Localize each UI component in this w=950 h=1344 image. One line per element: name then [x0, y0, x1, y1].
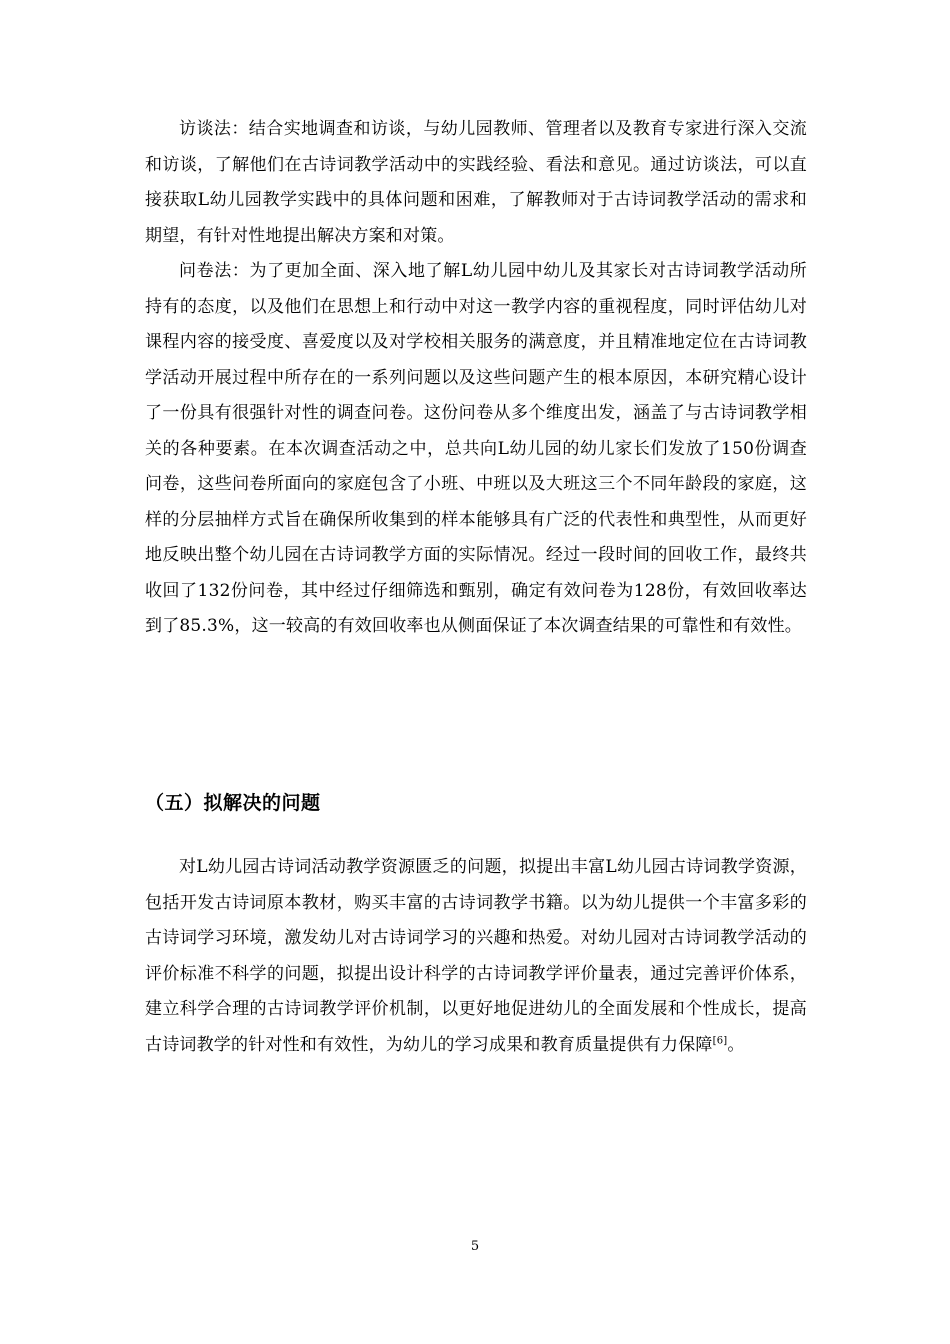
citation-reference[interactable]: [6]: [712, 1034, 728, 1046]
problems-paragraph-text: 对L幼儿园古诗词活动教学资源匮乏的问题，拟提出丰富L幼儿园古诗词教学资源，包括开发古诗词原本教材，购买丰富的古诗词教学书籍。以为幼儿提供一个丰富多彩的古诗词学习环境，激发幼儿对古诗词学习的兴趣和热爱。对幼儿园对古诗词教学活动的评价标准不科学的问题，拟提出设计科学的古诗词教学评价量表，通过完善评价体系，建立科学合理的古诗词教学评价机制，以更好地促进幼儿的全面发展和个性成长，提高古诗词教学的针对性和有效性，为幼儿的学习成果和教育质量提供有力保障: [145, 857, 807, 1055]
problems-text-block: [145, 850, 807, 1063]
section-heading: （五）拟解决的问题: [145, 792, 321, 814]
interview-method-paragraph: 访谈法：结合实地调查和访谈，与幼儿园教师、管理者以及教育专家进行深入交流和访谈，了解他们在古诗词教学活动中的实践经验、看法和意见。通过访谈法，可以直接获取L幼儿园教学实践中的具体问题和困难，了解教师对于古诗词教学活动的需求和期望，有针对性地提出解决方案和对策。: [145, 119, 807, 246]
methods-text-block: [145, 112, 807, 645]
page-number: 5: [470, 1239, 480, 1254]
questionnaire-method-paragraph: 问卷法：为了更加全面、深入地了解L幼儿园中幼儿及其家长对古诗词教学活动所持有的态度，以及他们在思想上和行动中对这一教学内容的重视程度，同时评估幼儿对课程内容的接受度、喜爱度以及对学校相关服务的满意度，并且精准地定位在古诗词教学活动开展过程中所存在的一系列问题以及这些问题产生的根本原因，本研究精心设计了一份具有很强针对性的调查问卷。这份问卷从多个维度出发，涵盖了与古诗词教学相关的各种要素。在本次调查活动之中，总共向L幼儿园的幼儿家长们发放了150份调查问卷，这些问卷所面向的家庭包含了小班、中班以及大班这三个不同年龄段的家庭，这样的分层抽样方式旨在确保所收集到的样本能够具有广泛的代表性和典型性，从而更好地反映出整个幼儿园在古诗词教学方面的实际情况。经过一段时间的回收工作，最终共收回了132份问卷，其中经过仔细筛选和甄别，确定有效问卷为128份，有效回收率达到了85.3%，这一较高的有效回收率也从侧面保证了本次调查结果的可靠性和有效性。: [145, 261, 807, 636]
problems-paragraph: [145, 850, 807, 1063]
problems-paragraph-ending: 。: [727, 1034, 745, 1055]
